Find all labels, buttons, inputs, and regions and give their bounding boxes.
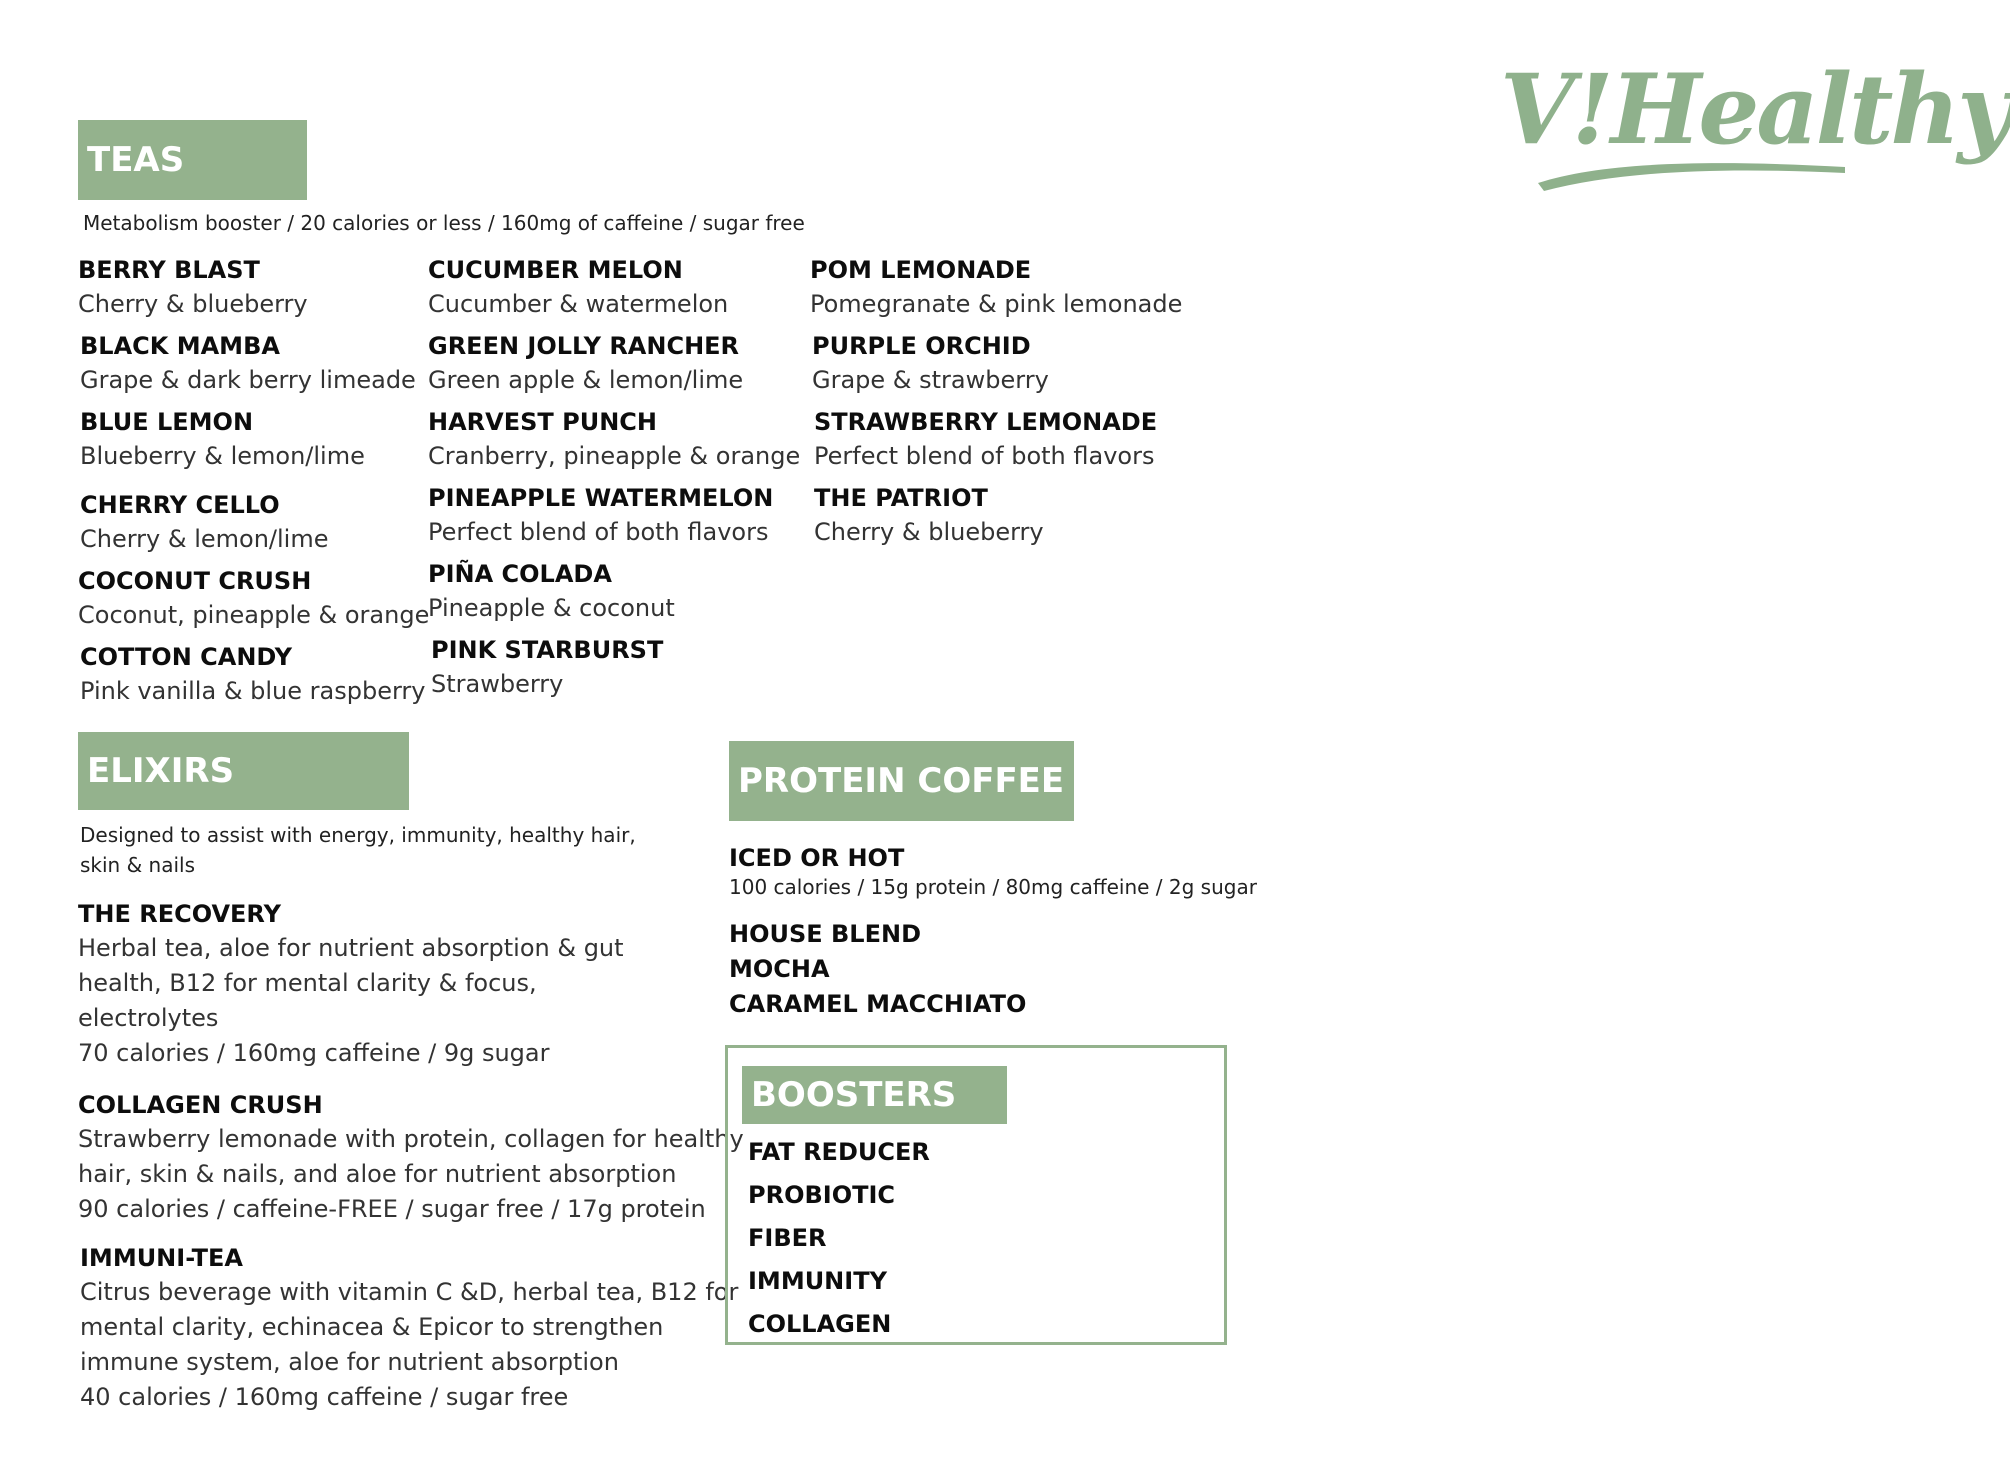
- tea-desc: Strawberry: [431, 670, 564, 698]
- elixir-name: COLLAGEN CRUSH: [78, 1091, 323, 1119]
- tea-item: [431, 633, 663, 701]
- booster-item: IMMUNITY: [748, 1267, 887, 1295]
- coffee-subtitle: ICED OR HOT: [729, 844, 905, 872]
- tea-desc: Perfect blend of both flavors: [814, 442, 1155, 470]
- tea-desc: Cranberry, pineapple & orange: [428, 442, 801, 470]
- elixirs-note: [80, 820, 636, 880]
- tea-desc: Grape & dark berry limeade: [80, 366, 416, 394]
- coffee-flavor: CARAMEL MACCHIATO: [729, 990, 1027, 1018]
- tea-desc: Perfect blend of both flavors: [428, 518, 769, 546]
- tea-item: [428, 329, 743, 397]
- booster-item: PROBIOTIC: [748, 1181, 896, 1209]
- tea-name: THE PATRIOT: [814, 484, 988, 512]
- tea-item: [428, 557, 675, 625]
- elixir-desc-line: immune system, aloe for nutrient absorption: [80, 1348, 619, 1376]
- protein-coffee-title: PROTEIN COFFEE: [738, 761, 1065, 801]
- elixirs-note-line: skin & nails: [80, 853, 196, 877]
- tea-name: GREEN JOLLY RANCHER: [428, 332, 740, 360]
- booster-item: COLLAGEN: [748, 1310, 892, 1338]
- elixir-desc-line: 40 calories / 160mg caffeine / sugar free: [80, 1383, 569, 1411]
- tea-item: [80, 405, 365, 473]
- tea-name: CUCUMBER MELON: [428, 256, 683, 284]
- tea-item: [812, 329, 1049, 397]
- tea-item: [810, 253, 1182, 321]
- tea-name: COCONUT CRUSH: [78, 567, 312, 595]
- tea-desc: Cherry & blueberry: [78, 290, 308, 318]
- boosters-title: BOOSTERS: [751, 1075, 957, 1115]
- teas-title: TEAS: [87, 140, 185, 180]
- elixirs-title: ELIXIRS: [87, 751, 235, 791]
- elixir-desc-line: Herbal tea, aloe for nutrient absorption & gut: [78, 934, 624, 962]
- elixir-desc-line: 90 calories / caffeine-FREE / sugar free / 17g protein: [78, 1195, 706, 1223]
- elixirs-note-line: Designed to assist with energy, immunity, healthy hair,: [80, 823, 636, 847]
- tea-name: PURPLE ORCHID: [812, 332, 1031, 360]
- tea-desc: Pomegranate & pink lemonade: [810, 290, 1183, 318]
- elixir-desc-line: electrolytes: [78, 1004, 219, 1032]
- tea-item: [78, 253, 308, 321]
- tea-desc: Cherry & blueberry: [814, 518, 1044, 546]
- tea-name: BLUE LEMON: [80, 408, 254, 436]
- elixir-name: THE RECOVERY: [78, 900, 281, 928]
- elixir-desc-line: Citrus beverage with vitamin C &D, herbal tea, B12 for: [80, 1278, 739, 1306]
- tea-item: [814, 405, 1157, 473]
- tea-item: [428, 481, 773, 549]
- tea-name: PINEAPPLE WATERMELON: [428, 484, 774, 512]
- elixir-item-recovery: [78, 897, 718, 1071]
- tea-desc: Pink vanilla & blue raspberry: [80, 677, 426, 705]
- tea-desc: Cucumber & watermelon: [428, 290, 729, 318]
- teas-note: Metabolism booster / 20 calories or less / 160mg of caffeine / sugar free: [83, 211, 805, 235]
- elixir-desc-line: health, B12 for mental clarity & focus,: [78, 969, 537, 997]
- tea-item: [814, 481, 1044, 549]
- tea-desc: Blueberry & lemon/lime: [80, 442, 365, 470]
- elixir-desc-line: Strawberry lemonade with protein, collagen for healthy: [78, 1125, 744, 1153]
- elixir-desc-line: hair, skin & nails, and aloe for nutrient absorption: [78, 1160, 677, 1188]
- tea-name: COTTON CANDY: [80, 643, 292, 671]
- tea-desc: Green apple & lemon/lime: [428, 366, 744, 394]
- elixir-name: IMMUNI-TEA: [80, 1244, 243, 1272]
- tea-name: POM LEMONADE: [810, 256, 1032, 284]
- tea-name: STRAWBERRY LEMONADE: [814, 408, 1158, 436]
- tea-name: BERRY BLAST: [78, 256, 260, 284]
- tea-item: [428, 405, 800, 473]
- tea-name: HARVEST PUNCH: [428, 408, 657, 436]
- tea-desc: Pineapple & coconut: [428, 594, 675, 622]
- elixir-item-collagen-crush: [78, 1088, 744, 1227]
- booster-list: [748, 1131, 930, 1346]
- tea-item: [428, 253, 728, 321]
- tea-desc: Cherry & lemon/lime: [80, 525, 329, 553]
- booster-item: FAT REDUCER: [748, 1138, 930, 1166]
- booster-item: FIBER: [748, 1224, 827, 1252]
- tea-item: [80, 488, 329, 556]
- elixir-item-immuni-tea: [80, 1241, 739, 1415]
- logo-wordmark: V!Healthy: [1500, 53, 2010, 166]
- tea-item: [80, 329, 416, 397]
- tea-desc: Grape & strawberry: [812, 366, 1049, 394]
- elixir-desc-line: mental clarity, echinacea & Epicor to strengthen: [80, 1313, 664, 1341]
- tea-item: [78, 564, 429, 632]
- boosters-section-header: [742, 1066, 1007, 1124]
- tea-name: PINK STARBURST: [431, 636, 664, 664]
- tea-item: [80, 640, 426, 708]
- tea-name: CHERRY CELLO: [80, 491, 280, 519]
- elixirs-section-header: [78, 732, 409, 810]
- elixir-desc-line: 70 calories / 160mg caffeine / 9g sugar: [78, 1039, 550, 1067]
- protein-coffee-section-header: [729, 741, 1074, 821]
- coffee-flavor-list: [729, 917, 1026, 1022]
- tea-name: BLACK MAMBA: [80, 332, 280, 360]
- tea-name: PIÑA COLADA: [428, 560, 612, 588]
- coffee-flavor: HOUSE BLEND: [729, 920, 921, 948]
- vhealthy-logo: [1500, 53, 2010, 195]
- tea-desc: Coconut, pineapple & orange: [78, 601, 430, 629]
- teas-section-header: [78, 120, 307, 200]
- coffee-note: 100 calories / 15g protein / 80mg caffeine / 2g sugar: [729, 875, 1257, 899]
- coffee-flavor: MOCHA: [729, 955, 830, 983]
